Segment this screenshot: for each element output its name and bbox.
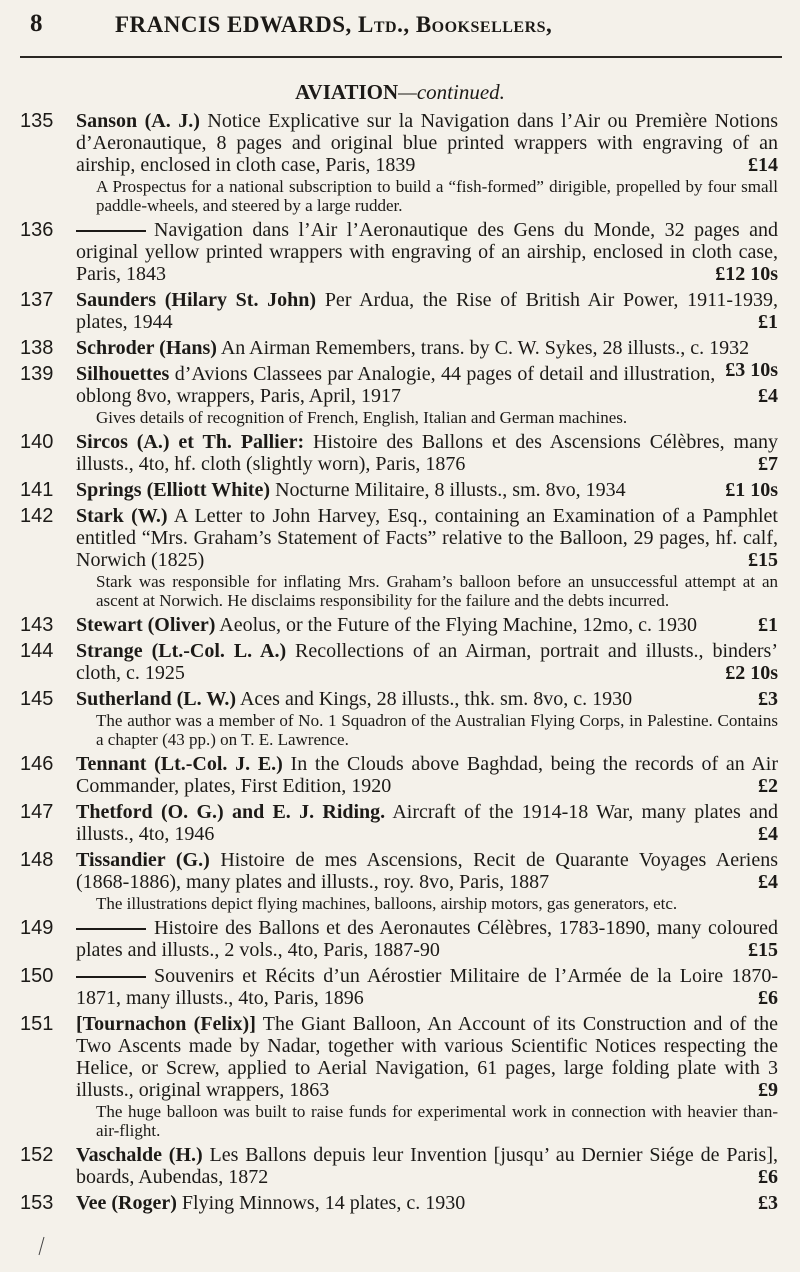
entry-number: 145: [20, 688, 54, 710]
entry-text: [76, 965, 778, 1009]
entry-description: Histoire de mes Ascensions, Recit de Quarante Voyages Aeriens (1868-1886), many plates and illusts., roy. 8vo, Paris, 1887: [76, 849, 778, 893]
entry-author: Vaschalde (H.): [76, 1144, 203, 1166]
entry-number: 141: [20, 479, 54, 501]
entry-list: [0, 110, 800, 1218]
entry-price: £6: [758, 987, 778, 1009]
entry-price: £4: [758, 823, 778, 845]
entry-number: 147: [20, 801, 54, 823]
entry-description: Aces and Kings, 28 illusts., thk. sm. 8vo, c. 1930: [236, 688, 633, 710]
entry-number: 150: [20, 965, 54, 987]
entry-text: [76, 289, 778, 333]
entry-text: [76, 801, 778, 845]
entry-author: Silhouettes: [76, 363, 170, 385]
ditto-dash: [76, 230, 146, 232]
entry-description: Aeolus, or the Future of the Flying Machine, 12mo, c. 1930: [215, 614, 697, 636]
entry-description: In the Clouds above Baghdad, being the records of an Air Commander, plates, First Edition, 1920: [76, 753, 778, 797]
entry-author: Sircos (A.) et Th. Pallier:: [76, 431, 305, 453]
entry-text: [76, 1192, 778, 1214]
catalogue-entry: [0, 849, 800, 913]
entry-text: [76, 917, 778, 961]
entry-description: d’Avions Classees par Analogie, 44 pages of detail and illustration, oblong 8vo, wrappers, Paris, April, 1917: [76, 363, 716, 407]
header-rule: [20, 56, 782, 58]
entry-author: Stark (W.): [76, 505, 168, 527]
entry-description: Aircraft of the 1914-18 War, many plates and illusts., 4to, 1946: [76, 801, 778, 845]
entry-number: 143: [20, 614, 54, 636]
entry-author: Thetford (O. G.) and E. J. Riding.: [76, 801, 386, 823]
ditto-dash: [76, 928, 146, 930]
entry-number: 139: [20, 363, 54, 385]
catalogue-entry: [0, 640, 800, 684]
entry-author: Strange (Lt.-Col. L. A.): [76, 640, 287, 662]
entry-number: 151: [20, 1013, 54, 1035]
entry-author: Tennant (Lt.-Col. J. E.): [76, 753, 283, 775]
entry-description: The Giant Balloon, An Account of its Construction and of the Two Ascents made by Nadar, together with various Scientific Notices respecting the Helice, or Screw, applied to Aerial Navigation, 61 pages, large folding plate with 3 illusts., original wrappers, 1863: [76, 1013, 778, 1101]
entry-text: [76, 219, 778, 285]
entry-price: £2 10s: [725, 662, 778, 684]
entry-text: [76, 614, 778, 636]
entry-price: £3 10s: [725, 359, 778, 381]
entry-text: [76, 753, 778, 797]
entry-author: Sanson (A. J.): [76, 110, 200, 132]
entry-author: Tissandier (G.): [76, 849, 210, 871]
entry-note: Stark was responsible for inflating Mrs. Graham’s balloon before an unsuccessful attempt at an ascent at Norwich. He disclaims responsibility for the failure and the debts incurred.: [96, 572, 778, 610]
catalogue-entry: [0, 479, 800, 501]
entry-note: Gives details of recognition of French, English, Italian and German machines.: [96, 408, 628, 427]
entry-price: £4: [758, 871, 778, 893]
entry-text: [76, 849, 778, 893]
entry-price: £9: [758, 1079, 778, 1101]
entry-description: Souvenirs et Récits d’un Aérostier Militaire de l’Armée de la Loire 1870-1871, many illusts., 4to, Paris, 1896: [76, 965, 778, 1009]
entry-price: £12 10s: [715, 263, 778, 285]
entry-note: The illustrations depict flying machines, balloons, airship motors, gas generators, etc.: [96, 894, 678, 913]
entry-description: Histoire des Ballons et des Aeronautes Célèbres, 1783-1890, many coloured plates and illusts., 2 vols., 4to, Paris, 1887-90: [76, 917, 778, 961]
entry-description: Recollections of an Airman, portrait and illusts., binders’ cloth, c. 1925: [76, 640, 778, 684]
entry-price: £14: [748, 154, 778, 176]
entry-text: [76, 1144, 778, 1188]
entry-price: £6: [758, 1166, 778, 1188]
entry-price: £1: [758, 614, 778, 636]
ditto-dash: [76, 976, 146, 978]
entry-author: [Tournachon (Felix)]: [76, 1013, 256, 1035]
entry-description: An Airman Remembers, trans. by C. W. Sykes, 28 illusts., c. 1932: [216, 337, 750, 359]
entry-number: 153: [20, 1192, 54, 1214]
section-title: AVIATION: [295, 80, 399, 104]
entry-note: The huge balloon was built to raise funds for experimental work in connection with heavier than-air-flight.: [96, 1102, 778, 1140]
entry-description: Per Ardua, the Rise of British Air Power, 1911-1939, plates, 1944: [76, 289, 778, 333]
entry-price: £15: [748, 549, 778, 571]
entry-number: 149: [20, 917, 54, 939]
entry-price: £15: [748, 939, 778, 961]
entry-author: Schroder (Hans): [76, 337, 217, 359]
catalogue-entry: [0, 614, 800, 636]
pen-mark: [36, 1236, 46, 1256]
section-continued: —continued.: [398, 80, 505, 104]
entry-number: 136: [20, 219, 54, 241]
catalogue-entry: [0, 363, 800, 427]
entry-text: [76, 640, 778, 684]
entry-note: The author was a member of No. 1 Squadron of the Australian Flying Corps, in Palestine. Contains a chapter (43 pp.) on T. E. Lawrence.: [96, 711, 778, 749]
entry-price: £1: [758, 311, 778, 333]
entry-description: Histoire des Ballons et des Ascensions Célèbres, many illusts., 4to, hf. cloth (slightly worn), Paris, 1876: [76, 431, 778, 475]
entry-price: £4: [758, 385, 778, 407]
entry-description: Flying Minnows, 14 plates, c. 1930: [176, 1192, 466, 1214]
entry-number: 142: [20, 505, 54, 527]
catalogue-entry: [0, 1013, 800, 1140]
entry-price: £7: [758, 453, 778, 475]
entry-description: A Letter to John Harvey, Esq., containing an Examination of a Pamphlet entitled “Mrs. Graham’s Statement of Facts” relative to the Balloon, 29 pages, hf. calf, Norwich (1825): [76, 505, 778, 571]
catalogue-entry: [0, 1192, 800, 1214]
entry-number: 146: [20, 753, 54, 775]
page-number: 8: [30, 10, 43, 37]
entry-author: Sutherland (L. W.): [76, 688, 237, 710]
entry-text: [76, 110, 778, 176]
catalogue-entry: [0, 965, 800, 1009]
entry-number: 137: [20, 289, 54, 311]
entry-price: £3: [758, 1192, 778, 1214]
entry-description: Nocturne Militaire, 8 illusts., sm. 8vo, 1934: [270, 479, 626, 501]
page-header: [0, 8, 800, 48]
entry-author: Vee (Roger): [76, 1192, 177, 1214]
entry-number: 152: [20, 1144, 54, 1166]
entry-description: Navigation dans l’Air l’Aeronautique des Gens du Monde, 32 pages and original yellow printed wrappers with engraving of an airship, enclosed in cloth case, Paris, 1843: [76, 219, 778, 285]
entry-text: [76, 479, 778, 501]
catalogue-entry: [0, 1144, 800, 1188]
entry-author: Springs (Elliott White): [76, 479, 271, 501]
catalogue-entry: [0, 219, 800, 285]
entry-text: [76, 1013, 778, 1101]
entry-number: 138: [20, 337, 54, 359]
entry-author: Saunders (Hilary St. John): [76, 289, 317, 311]
entry-number: 148: [20, 849, 54, 871]
entry-text: [76, 505, 778, 571]
entry-price: £3: [758, 688, 778, 710]
catalogue-entry: [0, 289, 800, 333]
entry-number: 144: [20, 640, 54, 662]
entry-description: Les Ballons depuis leur Invention [jusqu’ au Dernier Siége de Paris], boards, Aubendas, 1872: [76, 1144, 778, 1188]
running-title: FRANCIS EDWARDS, Ltd., Booksellers,: [115, 12, 553, 37]
entry-number: 135: [20, 110, 54, 132]
catalogue-entry: [0, 753, 800, 797]
entry-text: [76, 363, 778, 407]
catalogue-entry: [0, 801, 800, 845]
entry-text: [76, 688, 778, 710]
entry-description: Notice Explicative sur la Navigation dans l’Air ou Première Notions d’Aeronautique, 8 pages and original blue printed wrappers with engraving of an airship, enclosed in cloth case, Paris, 1839: [76, 110, 778, 176]
entry-text: [76, 431, 778, 475]
entry-author: Stewart (Oliver): [76, 614, 216, 636]
entry-number: 140: [20, 431, 54, 453]
entry-note: A Prospectus for a national subscription to build a “fish-formed” dirigible, propelled by four small paddle-wheels, and steered by a large rudder.: [96, 177, 778, 215]
entry-price: £2: [758, 775, 778, 797]
catalogue-entry: [0, 110, 800, 215]
catalogue-entry: [0, 505, 800, 610]
catalogue-entry: [0, 431, 800, 475]
section-heading: [0, 80, 800, 105]
catalogue-entry: [0, 917, 800, 961]
catalogue-entry: [0, 688, 800, 749]
entry-price: £1 10s: [725, 479, 778, 501]
